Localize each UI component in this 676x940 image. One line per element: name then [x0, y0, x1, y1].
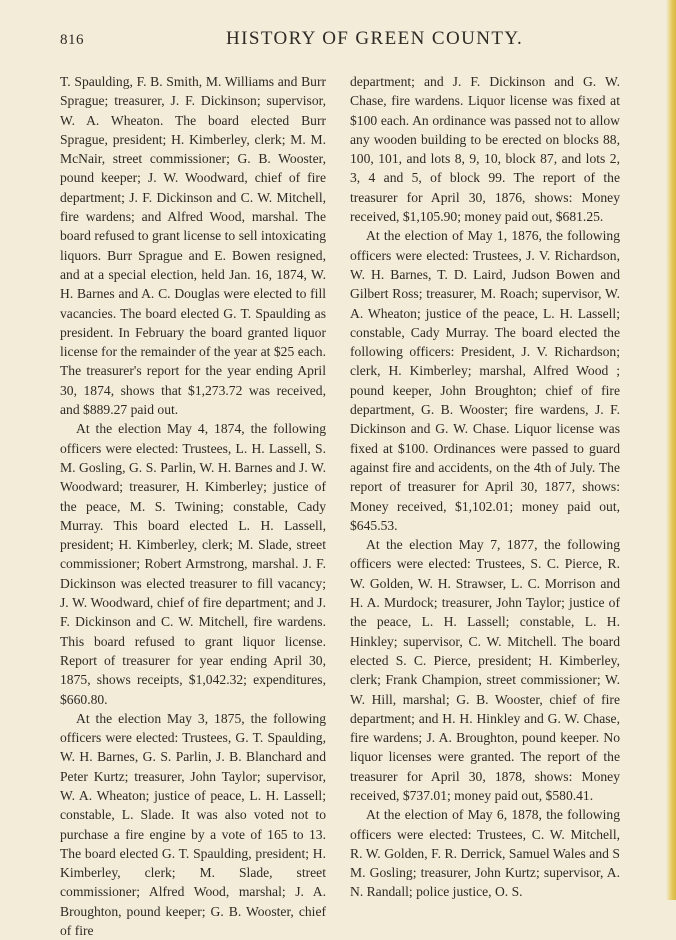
paragraph: At the election May 3, 1875, the following officers were elected: Trustees, G. T. Spaulding, W. H. Barnes, G. S. Parlin, J. B. Blanchard and Peter Kurtz; treasurer, John Taylor; supervisor, W. A. Wheaton; justice of peace, L. H. Lassell; constable, L. Slade. It was also voted not to purchase a fire engine by a vote of 165 to 13. The board elected G. T. Spaulding, president; H. Kimberley, clerk; M. Slade, street commissioner; Alfred Wood, marshal; J. A. Broughton, pound keeper; G. B. Wooster, chief of fire: [60, 710, 326, 939]
paragraph: At the election May 4, 1874, the following officers were elected: Trustees, L. H. Lassell, S. M. Gosling, G. S. Parlin, W. H. Barnes and J. W. Woodward; treasurer, H. Kimberley; justice of the peace, M. S. Twining; constable, Cady Murray. This board elected L. H. Lassell, president; H. Kimberley, clerk; M. Slade, street commissioner; Robert Armstrong, marshal. J. F. Dickinson was elected treasurer to fill vacancy; J. W. Woodward, chief of fire department; and J. F. Dickinson and C. W. Mitchell, fire wardens. This board refused to grant liquor license. Report of treasurer for year ending April 30, 1875, shows receipts, $1,042.32; expenditures, $660.80.: [60, 421, 326, 707]
paragraph: department; and J. F. Dickinson and G. W. Chase, fire wardens. Liquor license was fixed at $100 each. An ordinance was passed not to allow any wooden building to be erected on blocks 88, 100, 101, and lots 8, 9, 10, block 87, and lots 2, 3, 4 and 5, of block 99. The report of the treasurer for April 30, 1876, shows: Money received, $1,105.90; money paid out, $681.25.: [350, 74, 620, 225]
page-title: HISTORY OF GREEN COUNTY.: [226, 28, 524, 49]
paragraph: At the election May 7, 1877, the following officers were elected: Trustees, S. C. Pierce, R. W. Golden, W. H. Strawser, L. C. Morrison and H. A. Murdock; treasurer, John Taylor; justice of the peace, L. H. Lassell; constable, L. H. Hinkley; supervisor, C. W. Mitchell. The board elected S. C. Pierce, president; H. Kimberley, clerk; Frank Champion, street commissioner; W. W. Hill, marshal; G. B. Wooster, chief of fire department; and H. H. Hinkley and G. W. Chase, fire wardens; J. A. Broughton, pound keeper. No liquor licenses were granted. The report of the treasurer for April 30, 1878, shows: Money received, $737.01; money paid out, $580.41.: [350, 537, 620, 803]
page-edge: [666, 0, 676, 900]
right-column: [350, 72, 620, 902]
paragraph: At the election of May 1, 1876, the following officers were elected: Trustees, J. V. Richardson, W. H. Barnes, T. D. Laird, Judson Bowen and Gilbert Ross; treasurer, M. Roach; supervisor, W. A. Wheaton; justice of the peace, L. H. Lassell; constable, Cady Murray. The board elected the following officers: President, J. V. Richardson; clerk, H. Kimberley; marshal, Alfred Wood ; pound keeper, John Broughton; chief of fire department, G. B. Wooster; fire wardens, J. F. Dickinson and G. W. Chase. Liquor license was fixed at $100. Ordinances were passed to guard against fire and accidents, on the 4th of July. The report of treasurer for April 30, 1877, shows: Money received, $1,102.01; money paid out, $645.53.: [350, 228, 620, 533]
paragraph: At the election of May 6, 1878, the following officers were elected: Trustees, C. W. Mitchell, R. W. Golden, F. R. Derrick, Samuel Wales and S M. Gosling; treasurer, John Kurtz; supervisor, A. N. Randall; police justice, O. S.: [350, 807, 620, 900]
left-column: [60, 72, 326, 940]
page-number: 816: [60, 32, 84, 48]
running-head: [0, 18, 676, 58]
paragraph: T. Spaulding, F. B. Smith, M. Williams and Burr Sprague; treasurer, J. F. Dickinson; supervisor, W. A. Wheaton. The board elected Burr Sprague, president; H. Kimberley, clerk; M. M. McNair, street commissioner; G. B. Wooster, pound keeper; J. W. Woodward, chief of fire department; J. F. Dickinson and C. W. Mitchell, fire wardens; and Alfred Wood, marshal. The board refused to grant license to sell intoxicating liquors. Burr Sprague and E. Bowen resigned, and at a special election, held Jan. 16, 1874, W. H. Barnes and A. C. Douglas were elected to fill vacancies. The board elected G. T. Spaulding as president. In February the board granted liquor license for the remainder of the year at $25 each. The treasurer's report for the year ending April 30, 1874, shows that $1,273.72 was received, and $889.27 paid out.: [60, 74, 326, 418]
